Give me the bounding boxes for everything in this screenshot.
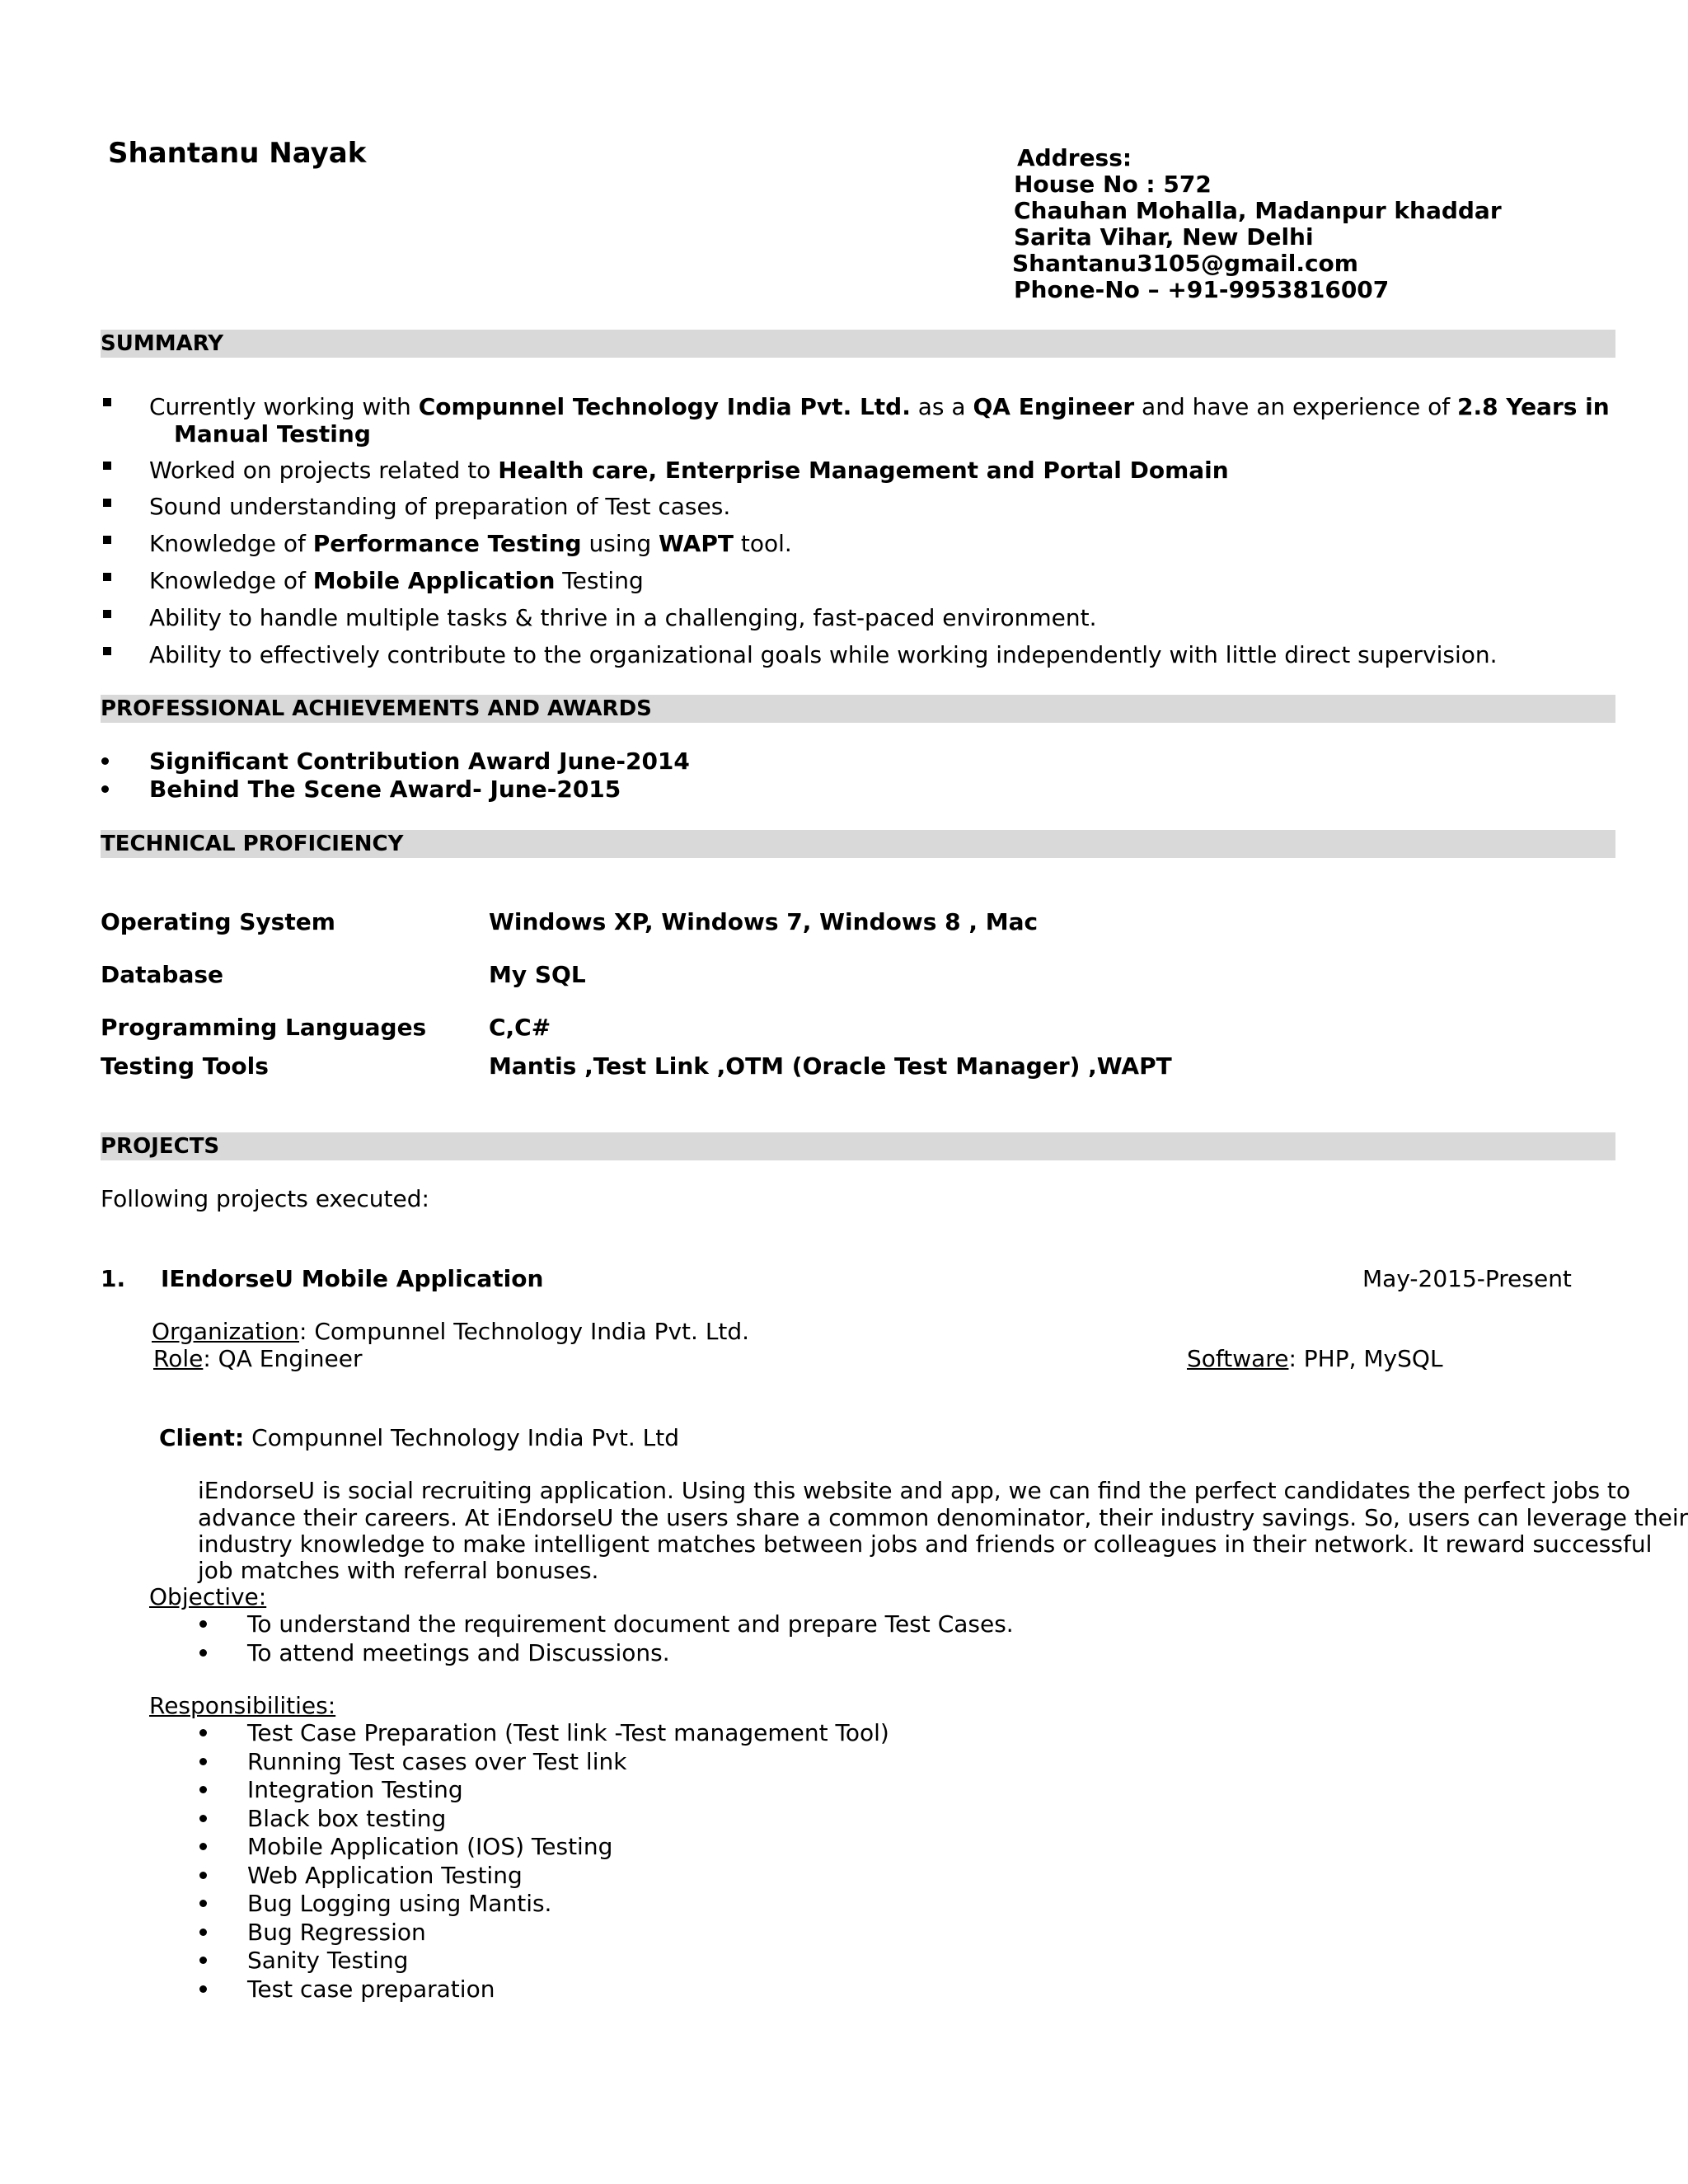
achievement-item: Significant Contribution Award June-2014 — [149, 748, 690, 775]
address-city: Sarita Vihar, New Delhi — [1014, 223, 1314, 251]
responsibility-bullet-icon — [199, 1929, 207, 1936]
address-house: House No : 572 — [1014, 171, 1212, 198]
projects-intro: Following projects executed: — [101, 1185, 429, 1212]
responsibility-item: Bug Regression — [247, 1919, 426, 1946]
summary-bullet-icon — [103, 462, 111, 470]
projects-header-bar — [101, 1132, 1615, 1160]
tech-value-languages: C,C# — [489, 1014, 551, 1041]
tech-value-database: My SQL — [489, 961, 586, 988]
summary-item: Knowledge of Performance Testing using WAPT tool. — [149, 530, 792, 557]
responsibility-bullet-icon — [199, 1729, 207, 1736]
address-label: Address: — [1017, 144, 1132, 171]
summary-bullet-icon — [103, 573, 111, 581]
responsibility-bullet-icon — [199, 1786, 207, 1793]
responsibility-item: Web Application Testing — [247, 1862, 523, 1889]
technical-title: TECHNICAL PROFICIENCY — [101, 832, 404, 856]
project-client: Client: Compunnel Technology India Pvt. Ltd — [159, 1424, 679, 1451]
responsibility-bullet-icon — [199, 1758, 207, 1765]
achievements-header-bar — [101, 695, 1615, 723]
objective-item: To attend meetings and Discussions. — [247, 1639, 670, 1666]
responsibility-bullet-icon — [199, 1815, 207, 1822]
project-description-line: iEndorseU is social recruiting application. Using this website and app, we can find the perfect candidates the perfect jobs to — [198, 1477, 1631, 1504]
objective-bullet-icon — [199, 1649, 207, 1657]
technical-header-bar — [101, 830, 1615, 858]
summary-bullet-icon — [103, 647, 111, 655]
responsibilities-label: Responsibilities: — [149, 1692, 336, 1719]
achievement-bullet-icon — [101, 757, 109, 765]
project-description-line: advance their careers. At iEndorseU the users share a common denominator, their industry savings. So, users can leverage their — [198, 1504, 1688, 1531]
summary-header-bar — [101, 330, 1615, 358]
summary-item: Currently working with Compunnel Technology India Pvt. Ltd. as a QA Engineer and have an experience of 2.8 Years in — [149, 393, 1610, 420]
summary-item: Knowledge of Mobile Application Testing — [149, 567, 644, 594]
project-description-line: job matches with referral bonuses. — [198, 1557, 599, 1584]
project-number: 1. — [101, 1265, 126, 1292]
responsibility-item: Sanity Testing — [247, 1947, 409, 1974]
summary-bullet-icon — [103, 398, 111, 406]
achievement-bullet-icon — [101, 785, 109, 793]
objective-bullet-icon — [199, 1620, 207, 1628]
summary-bullet-icon — [103, 536, 111, 544]
tech-value-os: Windows XP, Windows 7, Windows 8 , Mac — [489, 908, 1039, 935]
project-organization: Organization: Compunnel Technology India Pvt. Ltd. — [152, 1318, 750, 1345]
tech-label-database: Database — [101, 961, 224, 988]
responsibility-item: Test Case Preparation (Test link -Test management Tool) — [247, 1719, 889, 1746]
objective-item: To understand the requirement document and prepare Test Cases. — [247, 1610, 1014, 1638]
responsibility-item: Test case preparation — [247, 1975, 495, 2003]
achievements-title: PROFESSIONAL ACHIEVEMENTS AND AWARDS — [101, 696, 652, 721]
summary-item: Ability to handle multiple tasks & thrive in a challenging, fast-paced environment. — [149, 604, 1097, 631]
summary-bullet-icon — [103, 610, 111, 618]
phone-number: Phone-No – +91-9953816007 — [1014, 276, 1390, 303]
tech-label-os: Operating System — [101, 908, 335, 935]
objective-label: Objective: — [149, 1583, 267, 1610]
summary-item: Sound understanding of preparation of Test cases. — [149, 493, 731, 520]
achievement-item: Behind The Scene Award- June-2015 — [149, 776, 621, 803]
summary-item-continued: Manual Testing — [174, 420, 371, 448]
responsibility-bullet-icon — [199, 1900, 207, 1907]
project-role: Role: QA Engineer — [153, 1345, 363, 1372]
responsibility-item: Black box testing — [247, 1805, 447, 1832]
address-street: Chauhan Mohalla, Madanpur khaddar — [1014, 197, 1502, 224]
responsibility-bullet-icon — [199, 1872, 207, 1879]
project-dates: May-2015-Present — [1362, 1265, 1572, 1292]
responsibility-bullet-icon — [199, 1985, 207, 1993]
summary-item: Ability to effectively contribute to the organizational goals while working independently with little direct supervision. — [149, 641, 1498, 668]
responsibility-item: Mobile Application (IOS) Testing — [247, 1833, 613, 1860]
responsibility-bullet-icon — [199, 1957, 207, 1964]
summary-item: Worked on projects related to Health care, Enterprise Management and Portal Domain — [149, 457, 1229, 484]
tech-label-languages: Programming Languages — [101, 1014, 427, 1041]
responsibility-bullet-icon — [199, 1843, 207, 1850]
tech-label-tools: Testing Tools — [101, 1052, 269, 1080]
email-address: Shantanu3105@gmail.com — [1012, 250, 1358, 277]
responsibility-item: Bug Logging using Mantis. — [247, 1890, 552, 1917]
project-description-line: industry knowledge to make intelligent matches between jobs and friends or colleagues in their network. It reward successful — [198, 1530, 1653, 1558]
projects-title: PROJECTS — [101, 1134, 220, 1159]
project-software: Software: PHP, MySQL — [1187, 1345, 1443, 1372]
responsibility-item: Running Test cases over Test link — [247, 1748, 627, 1775]
summary-bullet-icon — [103, 499, 111, 507]
project-name: IEndorseU Mobile Application — [161, 1265, 544, 1292]
candidate-name: Shantanu Nayak — [108, 137, 367, 170]
responsibility-item: Integration Testing — [247, 1776, 463, 1803]
summary-title: SUMMARY — [101, 331, 224, 356]
tech-value-tools: Mantis ,Test Link ,OTM (Oracle Test Manager) ,WAPT — [489, 1052, 1172, 1080]
